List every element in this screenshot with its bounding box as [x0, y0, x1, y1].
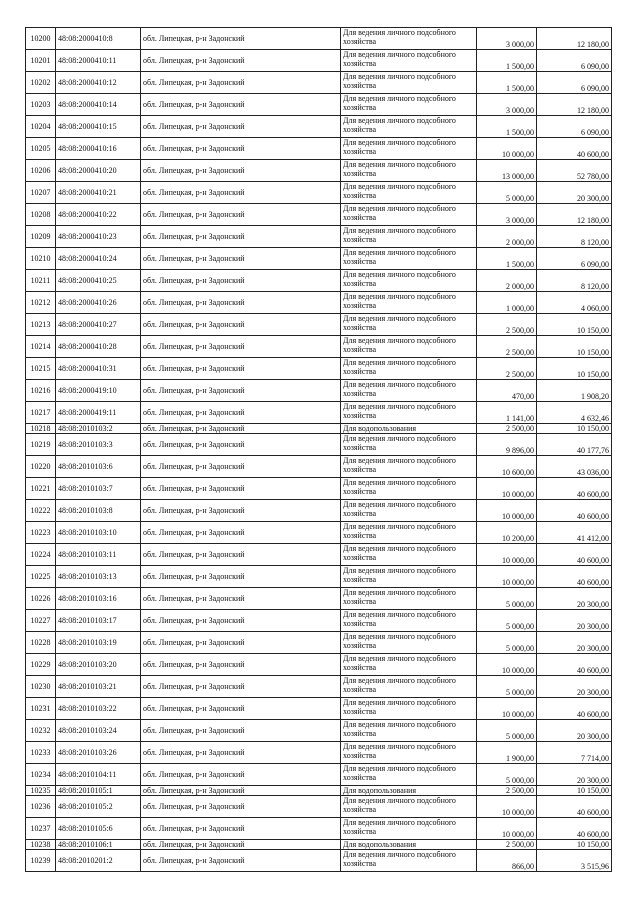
cadastral-value-cell: 20 300,00: [537, 720, 612, 742]
area-cell: 3 000,00: [477, 28, 537, 50]
cadastral-value-cell: 4 060,00: [537, 292, 612, 314]
cadastral-value-cell: 3 515,96: [537, 850, 612, 872]
address-cell: обл. Липецкая, р-н Задонский: [141, 50, 341, 72]
address-cell: обл. Липецкая, р-н Задонский: [141, 358, 341, 380]
cadastral-value-cell: 10 150,00: [537, 786, 612, 796]
row-number-cell: 10236: [26, 796, 56, 818]
cadastral-number-cell: 48:08:2000410:21: [56, 182, 141, 204]
cadastral-value-cell: 20 300,00: [537, 632, 612, 654]
cadastral-value-cell: 8 120,00: [537, 226, 612, 248]
cadastral-number-cell: 48:08:2010103:21: [56, 676, 141, 698]
table-row: [26, 358, 612, 380]
area-cell: 10 000,00: [477, 478, 537, 500]
address-cell: обл. Липецкая, р-н Задонский: [141, 182, 341, 204]
address-cell: обл. Липецкая, р-н Задонский: [141, 818, 341, 840]
address-cell: обл. Липецкая, р-н Задонский: [141, 610, 341, 632]
row-number-cell: 10224: [26, 544, 56, 566]
row-number-cell: 10217: [26, 402, 56, 424]
cadastral-number-cell: 48:08:2010106:1: [56, 840, 141, 850]
table-row: [26, 796, 612, 818]
cadastral-number-cell: 48:08:2010201:2: [56, 850, 141, 872]
address-cell: обл. Липецкая, р-н Задонский: [141, 456, 341, 478]
row-number-cell: 10203: [26, 94, 56, 116]
cadastral-number-cell: 48:08:2010103:24: [56, 720, 141, 742]
table-row: [26, 818, 612, 840]
land-use-cell: Для ведения личного подсобного хозяйства: [341, 380, 477, 402]
table-row: [26, 610, 612, 632]
row-number-cell: 10205: [26, 138, 56, 160]
land-use-cell: Для ведения личного подсобного хозяйства: [341, 544, 477, 566]
cadastral-number-cell: 48:08:2000410:24: [56, 248, 141, 270]
land-use-cell: Для ведения личного подсобного хозяйства: [341, 588, 477, 610]
cadastral-value-cell: 12 180,00: [537, 94, 612, 116]
land-use-cell: Для ведения личного подсобного хозяйства: [341, 72, 477, 94]
land-use-cell: Для ведения личного подсобного хозяйства: [341, 478, 477, 500]
cadastral-number-cell: 48:08:2000410:14: [56, 94, 141, 116]
address-cell: обл. Липецкая, р-н Задонский: [141, 786, 341, 796]
land-use-cell: Для ведения личного подсобного хозяйства: [341, 248, 477, 270]
cadastral-value-cell: 40 600,00: [537, 566, 612, 588]
cadastral-value-cell: 8 120,00: [537, 270, 612, 292]
table-row: [26, 424, 612, 434]
cadastral-value-cell: 6 090,00: [537, 50, 612, 72]
land-use-cell: Для ведения личного подсобного хозяйства: [341, 566, 477, 588]
cadastral-number-cell: 48:08:2010105:2: [56, 796, 141, 818]
cadastral-number-cell: 48:08:2010103:22: [56, 698, 141, 720]
land-use-cell: Для ведения личного подсобного хозяйства: [341, 500, 477, 522]
row-number-cell: 10220: [26, 456, 56, 478]
address-cell: обл. Липецкая, р-н Задонский: [141, 566, 341, 588]
row-number-cell: 10225: [26, 566, 56, 588]
cadastral-number-cell: 48:08:2010103:10: [56, 522, 141, 544]
cadastral-value-cell: 10 150,00: [537, 424, 612, 434]
row-number-cell: 10233: [26, 742, 56, 764]
land-use-cell: Для ведения личного подсобного хозяйства: [341, 522, 477, 544]
cadastral-number-cell: 48:08:2010103:3: [56, 434, 141, 456]
table-row: [26, 522, 612, 544]
cadastral-value-cell: 12 180,00: [537, 204, 612, 226]
land-use-cell: Для ведения личного подсобного хозяйства: [341, 292, 477, 314]
cadastral-value-cell: 43 036,00: [537, 456, 612, 478]
cadastral-value-cell: 7 714,00: [537, 742, 612, 764]
address-cell: обл. Липецкая, р-н Задонский: [141, 138, 341, 160]
cadastral-value-cell: 40 177,76: [537, 434, 612, 456]
address-cell: обл. Липецкая, р-н Задонский: [141, 742, 341, 764]
cadastral-value-cell: 40 600,00: [537, 544, 612, 566]
table-row: [26, 270, 612, 292]
address-cell: обл. Липецкая, р-н Задонский: [141, 796, 341, 818]
area-cell: 10 600,00: [477, 456, 537, 478]
address-cell: обл. Липецкая, р-н Задонский: [141, 160, 341, 182]
cadastral-number-cell: 48:08:2010103:26: [56, 742, 141, 764]
area-cell: 1 500,00: [477, 72, 537, 94]
table-row: [26, 94, 612, 116]
area-cell: 2 500,00: [477, 336, 537, 358]
table-row: [26, 204, 612, 226]
cadastral-value-cell: 10 150,00: [537, 358, 612, 380]
area-cell: 2 500,00: [477, 424, 537, 434]
row-number-cell: 10201: [26, 50, 56, 72]
land-use-cell: Для ведения личного подсобного хозяйства: [341, 456, 477, 478]
address-cell: обл. Липецкая, р-н Задонский: [141, 850, 341, 872]
cadastral-number-cell: 48:08:2010103:19: [56, 632, 141, 654]
address-cell: обл. Липецкая, р-н Задонский: [141, 676, 341, 698]
area-cell: 10 000,00: [477, 138, 537, 160]
table-row: [26, 434, 612, 456]
cadastral-value-cell: 40 600,00: [537, 698, 612, 720]
land-use-cell: Для водопользования: [341, 424, 477, 434]
cadastral-value-cell: 52 780,00: [537, 160, 612, 182]
table-row: [26, 478, 612, 500]
row-number-cell: 10202: [26, 72, 56, 94]
table-row: [26, 160, 612, 182]
cadastral-value-cell: 40 600,00: [537, 654, 612, 676]
address-cell: обл. Липецкая, р-н Задонский: [141, 840, 341, 850]
cadastral-number-cell: 48:08:2000410:16: [56, 138, 141, 160]
table-row: [26, 840, 612, 850]
row-number-cell: 10235: [26, 786, 56, 796]
table-row: [26, 500, 612, 522]
cadastral-value-cell: 1 908,20: [537, 380, 612, 402]
land-use-cell: Для ведения личного подсобного хозяйства: [341, 182, 477, 204]
area-cell: 3 000,00: [477, 204, 537, 226]
row-number-cell: 10230: [26, 676, 56, 698]
row-number-cell: 10232: [26, 720, 56, 742]
table-row: [26, 588, 612, 610]
land-use-cell: Для ведения личного подсобного хозяйства: [341, 698, 477, 720]
table-row: [26, 28, 612, 50]
land-use-cell: Для ведения личного подсобного хозяйства: [341, 358, 477, 380]
table-row: [26, 72, 612, 94]
area-cell: 1 000,00: [477, 292, 537, 314]
address-cell: обл. Липецкая, р-н Задонский: [141, 28, 341, 50]
address-cell: обл. Липецкая, р-н Задонский: [141, 380, 341, 402]
address-cell: обл. Липецкая, р-н Задонский: [141, 270, 341, 292]
area-cell: 3 000,00: [477, 94, 537, 116]
table-row: [26, 314, 612, 336]
row-number-cell: 10218: [26, 424, 56, 434]
address-cell: обл. Липецкая, р-н Задонский: [141, 764, 341, 786]
row-number-cell: 10216: [26, 380, 56, 402]
address-cell: обл. Липецкая, р-н Задонский: [141, 424, 341, 434]
land-use-cell: Для ведения личного подсобного хозяйства: [341, 654, 477, 676]
land-use-cell: Для ведения личного подсобного хозяйства: [341, 204, 477, 226]
cadastral-number-cell: 48:08:2010105:6: [56, 818, 141, 840]
cadastral-value-cell: 40 600,00: [537, 796, 612, 818]
row-number-cell: 10222: [26, 500, 56, 522]
land-use-cell: Для ведения личного подсобного хозяйства: [341, 632, 477, 654]
address-cell: обл. Липецкая, р-н Задонский: [141, 522, 341, 544]
land-use-cell: Для ведения личного подсобного хозяйства: [341, 94, 477, 116]
address-cell: обл. Липецкая, р-н Задонский: [141, 314, 341, 336]
area-cell: 2 500,00: [477, 314, 537, 336]
cadastral-number-cell: 48:08:2000410:8: [56, 28, 141, 50]
row-number-cell: 10227: [26, 610, 56, 632]
row-number-cell: 10239: [26, 850, 56, 872]
land-use-cell: Для водопользования: [341, 840, 477, 850]
row-number-cell: 10211: [26, 270, 56, 292]
area-cell: 1 900,00: [477, 742, 537, 764]
cadastral-number-cell: 48:08:2010103:16: [56, 588, 141, 610]
area-cell: 2 500,00: [477, 786, 537, 796]
area-cell: 10 000,00: [477, 566, 537, 588]
table-row: [26, 50, 612, 72]
cadastral-number-cell: 48:08:2000410:26: [56, 292, 141, 314]
address-cell: обл. Липецкая, р-н Задонский: [141, 292, 341, 314]
area-cell: 2 000,00: [477, 270, 537, 292]
row-number-cell: 10229: [26, 654, 56, 676]
table-row: [26, 544, 612, 566]
cadastral-value-cell: 40 600,00: [537, 138, 612, 160]
land-use-cell: Для ведения личного подсобного хозяйства: [341, 742, 477, 764]
row-number-cell: 10207: [26, 182, 56, 204]
table-row: [26, 850, 612, 872]
row-number-cell: 10209: [26, 226, 56, 248]
land-use-cell: Для ведения личного подсобного хозяйства: [341, 116, 477, 138]
cadastral-value-cell: 6 090,00: [537, 116, 612, 138]
table-row: [26, 720, 612, 742]
land-use-cell: Для ведения личного подсобного хозяйства: [341, 226, 477, 248]
table-row: [26, 336, 612, 358]
area-cell: 5 000,00: [477, 182, 537, 204]
row-number-cell: 10228: [26, 632, 56, 654]
row-number-cell: 10219: [26, 434, 56, 456]
area-cell: 10 000,00: [477, 796, 537, 818]
land-use-cell: Для ведения личного подсобного хозяйства: [341, 796, 477, 818]
cadastral-value-cell: 20 300,00: [537, 182, 612, 204]
row-number-cell: 10206: [26, 160, 56, 182]
cadastral-number-cell: 48:08:2010103:17: [56, 610, 141, 632]
address-cell: обл. Липецкая, р-н Задонский: [141, 478, 341, 500]
row-number-cell: 10208: [26, 204, 56, 226]
area-cell: 5 000,00: [477, 632, 537, 654]
table-row: [26, 292, 612, 314]
table-row: [26, 182, 612, 204]
cadastral-number-cell: 48:08:2000410:15: [56, 116, 141, 138]
row-number-cell: 10221: [26, 478, 56, 500]
area-cell: 2 500,00: [477, 358, 537, 380]
address-cell: обл. Липецкая, р-н Задонский: [141, 654, 341, 676]
land-use-cell: Для ведения личного подсобного хозяйства: [341, 720, 477, 742]
cadastral-number-cell: 48:08:2010103:6: [56, 456, 141, 478]
row-number-cell: 10234: [26, 764, 56, 786]
table-row: [26, 138, 612, 160]
area-cell: 10 000,00: [477, 544, 537, 566]
table-row: [26, 698, 612, 720]
address-cell: обл. Липецкая, р-н Задонский: [141, 500, 341, 522]
table-row: [26, 742, 612, 764]
address-cell: обл. Липецкая, р-н Задонский: [141, 434, 341, 456]
cadastral-value-cell: 20 300,00: [537, 610, 612, 632]
land-use-cell: Для ведения личного подсобного хозяйства: [341, 434, 477, 456]
cadastral-value-cell: 6 090,00: [537, 248, 612, 270]
address-cell: обл. Липецкая, р-н Задонский: [141, 544, 341, 566]
address-cell: обл. Липецкая, р-н Задонский: [141, 336, 341, 358]
area-cell: 5 000,00: [477, 676, 537, 698]
address-cell: обл. Липецкая, р-н Задонский: [141, 248, 341, 270]
land-use-cell: Для ведения личного подсобного хозяйства: [341, 818, 477, 840]
address-cell: обл. Липецкая, р-н Задонский: [141, 698, 341, 720]
land-use-cell: Для ведения личного подсобного хозяйства: [341, 314, 477, 336]
row-number-cell: 10213: [26, 314, 56, 336]
row-number-cell: 10212: [26, 292, 56, 314]
row-number-cell: 10238: [26, 840, 56, 850]
land-use-cell: Для водопользования: [341, 786, 477, 796]
area-cell: 10 000,00: [477, 500, 537, 522]
land-use-cell: Для ведения личного подсобного хозяйства: [341, 270, 477, 292]
land-use-cell: Для ведения личного подсобного хозяйства: [341, 610, 477, 632]
area-cell: 2 500,00: [477, 840, 537, 850]
cadastral-number-cell: 48:08:2000419:11: [56, 402, 141, 424]
area-cell: 866,00: [477, 850, 537, 872]
row-number-cell: 10215: [26, 358, 56, 380]
row-number-cell: 10210: [26, 248, 56, 270]
cadastral-value-cell: 10 150,00: [537, 314, 612, 336]
area-cell: 13 000,00: [477, 160, 537, 182]
area-cell: 470,00: [477, 380, 537, 402]
area-cell: 1 500,00: [477, 50, 537, 72]
cadastral-number-cell: 48:08:2000410:11: [56, 50, 141, 72]
cadastral-number-cell: 48:08:2000410:31: [56, 358, 141, 380]
table-row: [26, 764, 612, 786]
address-cell: обл. Липецкая, р-н Задонский: [141, 72, 341, 94]
row-number-cell: 10223: [26, 522, 56, 544]
land-use-cell: Для ведения личного подсобного хозяйства: [341, 402, 477, 424]
address-cell: обл. Липецкая, р-н Задонский: [141, 226, 341, 248]
row-number-cell: 10231: [26, 698, 56, 720]
address-cell: обл. Липецкая, р-н Задонский: [141, 588, 341, 610]
address-cell: обл. Липецкая, р-н Задонский: [141, 402, 341, 424]
cadastral-number-cell: 48:08:2010103:7: [56, 478, 141, 500]
cadastral-value-cell: 40 600,00: [537, 500, 612, 522]
land-use-cell: Для ведения личного подсобного хозяйства: [341, 50, 477, 72]
cadastral-value-cell: 4 632,46: [537, 402, 612, 424]
area-cell: 10 000,00: [477, 698, 537, 720]
area-cell: 9 896,00: [477, 434, 537, 456]
table-row: [26, 402, 612, 424]
cadastral-number-cell: 48:08:2010103:20: [56, 654, 141, 676]
row-number-cell: 10226: [26, 588, 56, 610]
cadastral-number-cell: 48:08:2010103:2: [56, 424, 141, 434]
table-row: [26, 116, 612, 138]
cadastral-number-cell: 48:08:2000410:27: [56, 314, 141, 336]
row-number-cell: 10200: [26, 28, 56, 50]
row-number-cell: 10237: [26, 818, 56, 840]
table-row: [26, 786, 612, 796]
area-cell: 10 000,00: [477, 654, 537, 676]
land-use-cell: Для ведения личного подсобного хозяйства: [341, 160, 477, 182]
cadastral-value-cell: 12 180,00: [537, 28, 612, 50]
table-row: [26, 676, 612, 698]
table-row: [26, 654, 612, 676]
cadastral-number-cell: 48:08:2000410:20: [56, 160, 141, 182]
area-cell: 10 000,00: [477, 818, 537, 840]
area-cell: 10 200,00: [477, 522, 537, 544]
table-body: [26, 28, 612, 872]
address-cell: обл. Липецкая, р-н Задонский: [141, 116, 341, 138]
cadastral-value-cell: 6 090,00: [537, 72, 612, 94]
area-cell: 1 141,00: [477, 402, 537, 424]
address-cell: обл. Липецкая, р-н Задонский: [141, 94, 341, 116]
area-cell: 5 000,00: [477, 588, 537, 610]
table-row: [26, 632, 612, 654]
cadastral-value-cell: 41 412,00: [537, 522, 612, 544]
area-cell: 5 000,00: [477, 720, 537, 742]
cadastral-number-cell: 48:08:2000410:23: [56, 226, 141, 248]
area-cell: 2 000,00: [477, 226, 537, 248]
area-cell: 5 000,00: [477, 610, 537, 632]
cadastral-number-cell: 48:08:2010103:8: [56, 500, 141, 522]
cadastral-value-cell: 20 300,00: [537, 588, 612, 610]
cadastral-number-cell: 48:08:2000410:12: [56, 72, 141, 94]
land-use-cell: Для ведения личного подсобного хозяйства: [341, 138, 477, 160]
area-cell: 1 500,00: [477, 116, 537, 138]
cadastral-number-cell: 48:08:2000410:25: [56, 270, 141, 292]
cadastral-value-cell: 40 600,00: [537, 818, 612, 840]
table-row: [26, 248, 612, 270]
cadastral-value-cell: 10 150,00: [537, 840, 612, 850]
row-number-cell: 10214: [26, 336, 56, 358]
address-cell: обл. Липецкая, р-н Задонский: [141, 720, 341, 742]
land-use-cell: Для ведения личного подсобного хозяйства: [341, 764, 477, 786]
area-cell: 1 500,00: [477, 248, 537, 270]
cadastral-number-cell: 48:08:2000410:28: [56, 336, 141, 358]
cadastral-value-cell: 20 300,00: [537, 676, 612, 698]
address-cell: обл. Липецкая, р-н Задонский: [141, 632, 341, 654]
table-row: [26, 380, 612, 402]
land-use-cell: Для ведения личного подсобного хозяйства: [341, 850, 477, 872]
cadastral-number-cell: 48:08:2000410:22: [56, 204, 141, 226]
cadastral-number-cell: 48:08:2010105:1: [56, 786, 141, 796]
cadastral-value-cell: 20 300,00: [537, 764, 612, 786]
cadastral-number-cell: 48:08:2010103:13: [56, 566, 141, 588]
cadastral-number-cell: 48:08:2010103:11: [56, 544, 141, 566]
land-use-cell: Для ведения личного подсобного хозяйства: [341, 676, 477, 698]
table-row: [26, 566, 612, 588]
land-parcels-table: [25, 27, 612, 872]
cadastral-number-cell: 48:08:2010104:11: [56, 764, 141, 786]
table-row: [26, 226, 612, 248]
cadastral-value-cell: 10 150,00: [537, 336, 612, 358]
cadastral-number-cell: 48:08:2000419:10: [56, 380, 141, 402]
row-number-cell: 10204: [26, 116, 56, 138]
table-row: [26, 456, 612, 478]
area-cell: 5 000,00: [477, 764, 537, 786]
land-use-cell: Для ведения личного подсобного хозяйства: [341, 28, 477, 50]
address-cell: обл. Липецкая, р-н Задонский: [141, 204, 341, 226]
land-use-cell: Для ведения личного подсобного хозяйства: [341, 336, 477, 358]
cadastral-value-cell: 40 600,00: [537, 478, 612, 500]
